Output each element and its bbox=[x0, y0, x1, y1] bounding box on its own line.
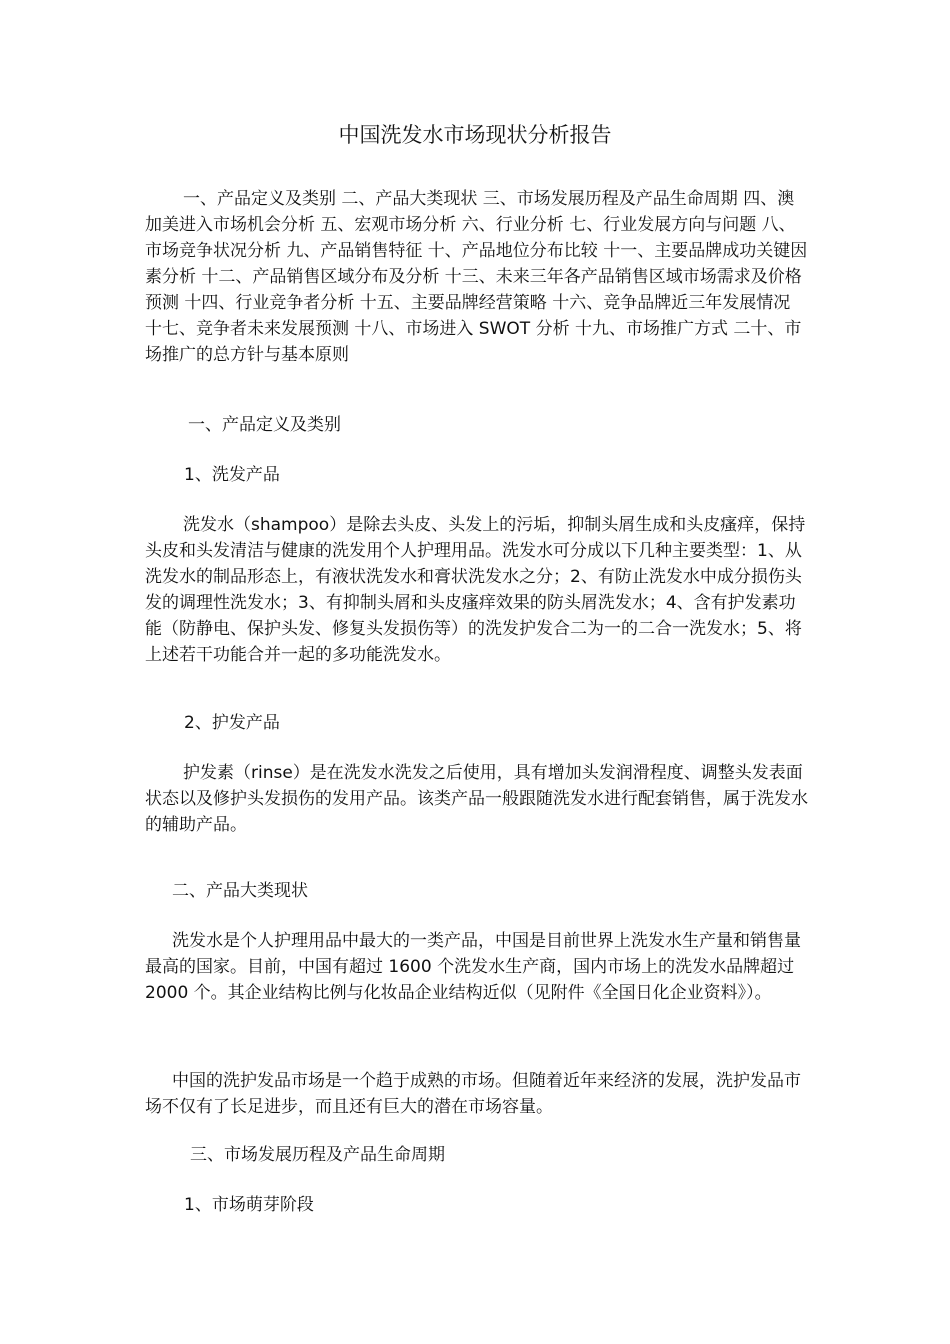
document-title: 中国洗发水市场现状分析报告 bbox=[338, 123, 612, 147]
subsection-heading-conditioning: 2、护发产品 bbox=[184, 713, 280, 733]
table-of-contents: 一、产品定义及类别 二、产品大类现状 三、市场发展历程及产品生命周期 四、澳加美进入市场机会分析 五、宏观市场分析 六、行业分析 七、行业发展方向与问题 八、市场竞争状况分析 九、产品销售特征 十、产品地位分布比较 十一、主要品牌成功关键因素分析 十二、产品销售区域分布及分析 十三、未来三年各产品销售区域市场需求及价格预测 十四、行业竞争者分析 十五、主要品牌经营策略 十六、竞争品牌近三年发展情况 十七、竞争者未来发展预测 十八、市场进入 SWOT 分析 十九、市场推广方式 二十、市场推广的总方针与基本原则 bbox=[145, 189, 808, 365]
subsection-heading-budding-stage: 1、市场萌芽阶段 bbox=[184, 1195, 314, 1215]
subsection-heading-washing: 1、洗发产品 bbox=[184, 465, 280, 485]
paragraph-shampoo-definition: 洗发水（shampoo）是除去头皮、头发上的污垢，抑制头屑生成和头皮瘙痒，保持头皮和头发清洁与健康的洗发用个人护理用品。洗发水可分成以下几种主要类型：1、从洗发水的制品形态上，有液状洗发水和膏状洗发水之分；2、有防止洗发水中成分损伤头发的调理性洗发水；3、有抑制头屑和头皮瘙痒效果的防头屑洗发水；4、含有护发素功能（防静电、保护头发、修复头发损伤等）的洗发护发合二为一的二合一洗发水；5、将上述若干功能合并一起的多功能洗发水。 bbox=[145, 515, 806, 665]
paragraph-rinse-definition: 护发素（rinse）是在洗发水洗发之后使用，具有增加头发润滑程度、调整头发表面状态以及修护头发损伤的发用产品。该类产品一般跟随洗发水进行配套销售，属于洗发水的辅助产品。 bbox=[145, 763, 808, 835]
section-heading-1: 一、产品定义及类别 bbox=[188, 415, 341, 435]
paragraph-market-status-1: 洗发水是个人护理用品中最大的一类产品，中国是目前世界上洗发水生产量和销售量最高的国家。目前，中国有超过 1600 个洗发水生产商，国内市场上的洗发水品牌超过 2000 个。其企业结构比例与化妆品企业结构近似（见附件《全国日化企业资料》）。 bbox=[145, 931, 801, 1003]
section-heading-2: 二、产品大类现状 bbox=[172, 881, 308, 901]
paragraph-market-status-2: 中国的洗护发品市场是一个趋于成熟的市场。但随着近年来经济的发展，洗护发品市场不仅有了长足进步，而且还有巨大的潜在市场容量。 bbox=[145, 1071, 801, 1117]
section-heading-3: 三、市场发展历程及产品生命周期 bbox=[190, 1145, 445, 1165]
